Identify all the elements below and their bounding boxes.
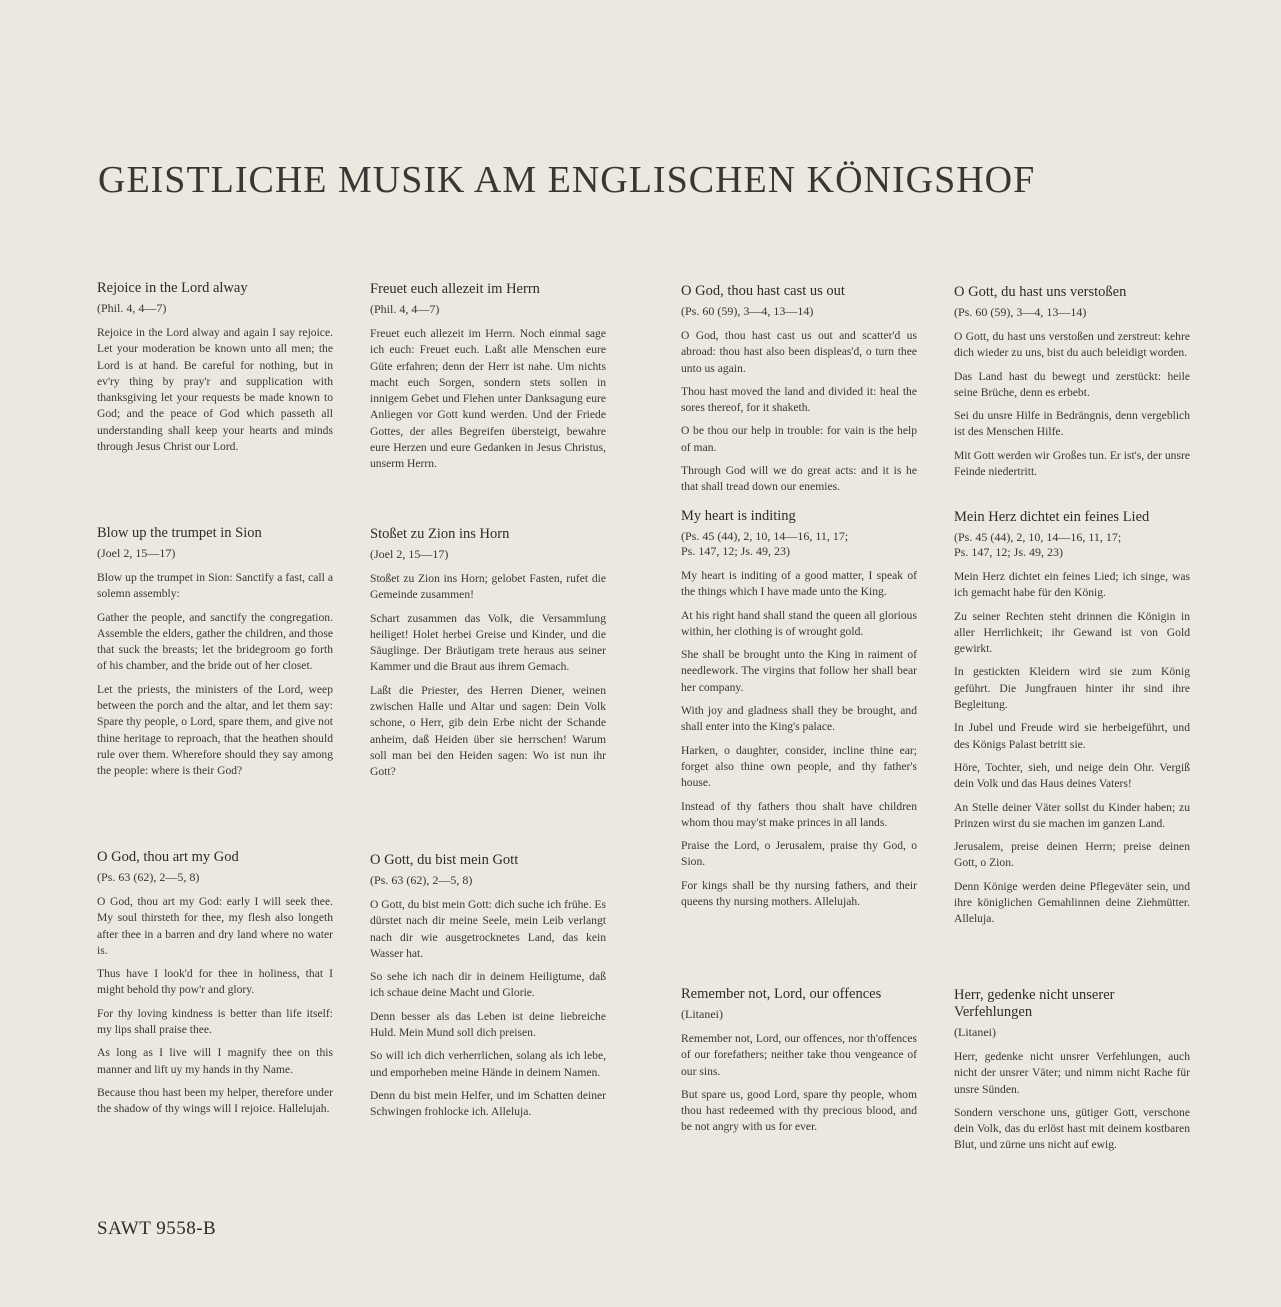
text-paragraph: Mein Herz dichtet ein feines Lied; ich singe, was ich gemacht habe für den König. (954, 570, 1190, 600)
section-remember-not (681, 986, 917, 1143)
text-paragraph: Instead of thy fathers thou shalt have children whom thou may'st make princes in all lands. (681, 799, 917, 829)
text-paragraph: Thou hast moved the land and divided it: heal the sores thereof, for it shaketh. (681, 384, 917, 415)
section-title: Herr, gedenke nicht unserer Verfehlungen (954, 987, 1115, 1020)
text-paragraph: Because thou hast been my helper, therefore under the shadow of thy wings will I rejoice. Hallelujah. (97, 1085, 333, 1116)
text-paragraph: Jerusalem, preise deinen Herrn; preise deinen Gott, o Zion. (954, 840, 1190, 870)
text-paragraph: Through God will we do great acts: and it is he that shall tread down our enemies. (681, 464, 917, 494)
text-paragraph: An Stelle deiner Väter sollst du Kinder haben; zu Prinzen wirst du sie machen im ganzen Land. (954, 800, 1190, 830)
text-paragraph: Herr, gedenke nicht unsrer Verfehlungen, auch nicht der unsrer Väter; und nimm nicht Rache für unsre Sünden. (954, 1050, 1190, 1096)
text-paragraph: Freuet euch allezeit im Herrn. Noch einmal sage ich euch: Freuet euch. Laßt alle Menschen eure Güte erfahren; denn der Herr ist nahe. Um nichts macht euch Sorgen, sondern stets sollen in innigem Gebet und Flehen unter Danksagung eure Anliegen vor Gott kund werden. Und der Friede Gottes, der alles Begreifen übersteigt, bewahre eure Herzen und eure Gedanken in Jesus Christus, unserm Herrn. (370, 327, 606, 471)
section-blow-up-trumpet (97, 525, 333, 787)
text-paragraph: With joy and gladness shall they be brought, and shall enter into the King's palace. (681, 704, 917, 734)
text-paragraph: Let the priests, the ministers of the Lord, weep between the porch and the altar, and let them say: Spare thy people, o Lord, spare them, and give not thine heritage to reproach, that the heathen should rule over them. Wherefore should they say among the people: where is their God? (97, 682, 333, 778)
text-paragraph: Denn du bist mein Helfer, und im Schatten deiner Schwingen frohlocke ich. Alleluja. (370, 1088, 606, 1119)
section-title: O God, thou art my God (97, 849, 239, 865)
section-title: Blow up the trumpet in Sion (97, 525, 262, 541)
text-paragraph: At his right hand shall stand the queen all glorious within, her clothing is of wrought gold. (681, 608, 917, 638)
section-title: My heart is inditing (681, 508, 796, 524)
section-reference: (Joel 2, 15—17) (370, 547, 449, 561)
section-reference: (Ps. 60 (59), 3—4, 13—14) (681, 304, 814, 318)
section-reference: (Ps. 63 (62), 2—5, 8) (97, 870, 200, 884)
text-paragraph: Stoßet zu Zion ins Horn; gelobet Fasten, rufet die Gemeinde zusammen! (370, 572, 606, 602)
text-paragraph: O Gott, du hast uns verstoßen und zerstreut: kehre dich wieder zu uns, bist du auch beleidigt worden. (954, 330, 1190, 360)
section-cast-us-out (681, 283, 917, 503)
section-stosset-zu-zion (370, 526, 606, 788)
section-rejoice (97, 280, 333, 462)
text-paragraph: Thus have I look'd for thee in holiness, that I might behold thy pow'r and glory. (97, 967, 333, 997)
text-paragraph: Das Land hast du bewegt und zerstückt: heile seine Brüche, denn es erbebt. (954, 369, 1190, 399)
section-reference: (Litanei) (681, 1007, 723, 1021)
text-paragraph: O be thou our help in trouble: for vain is the help of man. (681, 424, 917, 454)
catalog-number: SAWT 9558-B (97, 1218, 217, 1239)
text-paragraph: O God, thou art my God: early I will seek thee. My soul thirsteth for thee, my flesh also longeth after thee in a barren and dry land where no water is. (97, 895, 333, 957)
text-paragraph: Blow up the trumpet in Sion: Sanctify a fast, call a solemn assembly: (97, 571, 333, 601)
text-paragraph: O Gott, du bist mein Gott: dich suche ich frühe. Es dürstet nach dir meine Seele, mein Leib verlangt nach dir wie ausgetrocknetes Land, das kein Wasser hat. (370, 898, 606, 960)
text-paragraph: Sondern verschone uns, gütiger Gott, verschone dein Volk, das du erlöst hast mit deinem kostbaren Blut, und zürne uns nicht auf ewig. (954, 1105, 1190, 1152)
text-paragraph: For thy loving kindness is better than life itself: my lips shall praise thee. (97, 1006, 333, 1037)
text-paragraph: Zu seiner Rechten steht drinnen die Königin in aller Herrlichkeit; ihr Gewand ist von Gold gewirkt. (954, 609, 1190, 656)
section-reference: (Litanei) (954, 1025, 996, 1039)
section-my-heart-inditing (681, 508, 917, 917)
text-paragraph: Gather the people, and sanctify the congregation. Assemble the elders, gather the children, and those that suck the breasts; let the bridegroom go forth of his chamber, and the bride out of her closet. (97, 610, 333, 673)
section-title: Stoßet zu Zion ins Horn (370, 526, 510, 542)
section-herr-gedenke (954, 987, 1190, 1161)
text-paragraph: Rejoice in the Lord alway and again I say rejoice. Let your moderation be known unto all men; the Lord is at hand. Be careful for nothing, but in ev'ry thing by pray'r and supplication with thanksgiving let your requests be made known to God; and the peace of God which passeth all understanding shall keep your hearts and minds through Jesus Christ our Lord. (97, 326, 333, 454)
text-paragraph: My heart is inditing of a good matter, I speak of the things which I have made unto the King. (681, 569, 917, 599)
text-paragraph: As long as I live will I magnify thee on this manner and lift uy my hands in thy Name. (97, 1046, 333, 1076)
section-reference: (Ps. 60 (59), 3—4, 13—14) (954, 305, 1087, 319)
text-paragraph: Harken, o daughter, consider, incline thine ear; forget also thine own people, and thy father's house. (681, 743, 917, 790)
text-paragraph: For kings shall be thy nursing fathers, and their queens thy nursing mothers. Allelujah. (681, 878, 917, 909)
text-paragraph: She shall be brought unto the King in raiment of needlework. The virgins that follow her shall bear her company. (681, 648, 917, 694)
section-title: O God, thou hast cast us out (681, 283, 845, 299)
section-reference: (Ps. 45 (44), 2, 10, 14—16, 11, 17; Ps. 147, 12; Js. 49, 23) (681, 529, 849, 558)
section-reference: (Joel 2, 15—17) (97, 546, 176, 560)
text-paragraph: But spare us, good Lord, spare thy people, whom thou hast redeemed with thy precious blood, and be not angry with us for ever. (681, 1087, 917, 1134)
section-reference: (Phil. 4, 4—7) (370, 302, 440, 316)
text-paragraph: In gestickten Kleidern wird sie zum König geführt. Die Jungfrauen hinter ihr sind ihre Begleitung. (954, 665, 1190, 712)
text-paragraph: So will ich dich verherrlichen, solang als ich lebe, und emporheben meine Hände in deinem Namen. (370, 1049, 606, 1079)
section-o-god-my-god (97, 849, 333, 1125)
section-title: O Gott, du bist mein Gott (370, 852, 519, 868)
section-title: Freuet euch allezeit im Herrn (370, 281, 540, 297)
text-paragraph: Laßt die Priester, des Herren Diener, weinen zwischen Halle und Altar und sagen: Dein Volk schone, o Herr, gib dein Erbe nicht der Schande anheim, daß Heiden über sie herrschen! Warum soll man bei den Heiden sagen: Wo ist nun ihr Gott? (370, 683, 606, 779)
section-mein-herz-dichtet (954, 509, 1190, 935)
text-paragraph: Höre, Tochter, sieh, und neige dein Ohr. Vergiß dein Volk und das Haus deines Vaters! (954, 760, 1190, 791)
section-freuet-euch (370, 281, 606, 480)
section-title: Mein Herz dichtet ein feines Lied (954, 509, 1150, 525)
text-paragraph: Schart zusammen das Volk, die Versammlung heiliget! Holet herbei Greise und Kinder, und die Säuglinge. Der Bräutigam trete heraus aus seiner Kammer und die Braut aus ihrem Gemach. (370, 611, 606, 674)
text-paragraph: Remember not, Lord, our offences, nor th'offences of our forefathers; neither take thou vengeance of our sins. (681, 1032, 917, 1078)
section-reference: (Ps. 63 (62), 2—5, 8) (370, 873, 473, 887)
text-paragraph: In Jubel und Freude wird sie herbeigeführt, und des Königs Palast betritt sie. (954, 721, 1190, 751)
text-paragraph: O God, thou hast cast us out and scatter'd us abroad: thou hast also been displeas'd, o turn thee unto us again. (681, 329, 917, 375)
text-paragraph: Sei du unsre Hilfe in Bedrängnis, denn vergeblich ist des Menschen Hilfe. (954, 409, 1190, 439)
text-paragraph: Mit Gott werden wir Großes tun. Er ist's, der unsre Feinde niedertritt. (954, 448, 1190, 479)
text-paragraph: Denn besser als das Leben ist deine liebreiche Huld. Mein Mund soll dich preisen. (370, 1009, 606, 1040)
page-title: GEISTLICHE MUSIK AM ENGLISCHEN KÖNIGSHOF (98, 159, 1036, 201)
section-reference: (Phil. 4, 4—7) (97, 301, 167, 315)
section-reference: (Ps. 45 (44), 2, 10, 14—16, 11, 17; Ps. 147, 12; Js. 49, 23) (954, 530, 1122, 559)
section-title: O Gott, du hast uns verstoßen (954, 284, 1127, 300)
section-verstossen (954, 284, 1190, 487)
text-paragraph: Praise the Lord, o Jerusalem, praise thy God, o Sion. (681, 839, 917, 869)
text-paragraph: So sehe ich nach dir in deinem Heiligtume, daß ich schaue deine Macht und Glorie. (370, 970, 606, 1000)
section-title: Remember not, Lord, our offences (681, 986, 882, 1002)
text-paragraph: Denn Könige werden deine Pflegeväter sein, und ihre königlichen Gemahlinnen deine Ziehmütter. Alleluja. (954, 879, 1190, 926)
section-title: Rejoice in the Lord alway (97, 280, 248, 296)
section-o-gott-mein-gott (370, 852, 606, 1128)
